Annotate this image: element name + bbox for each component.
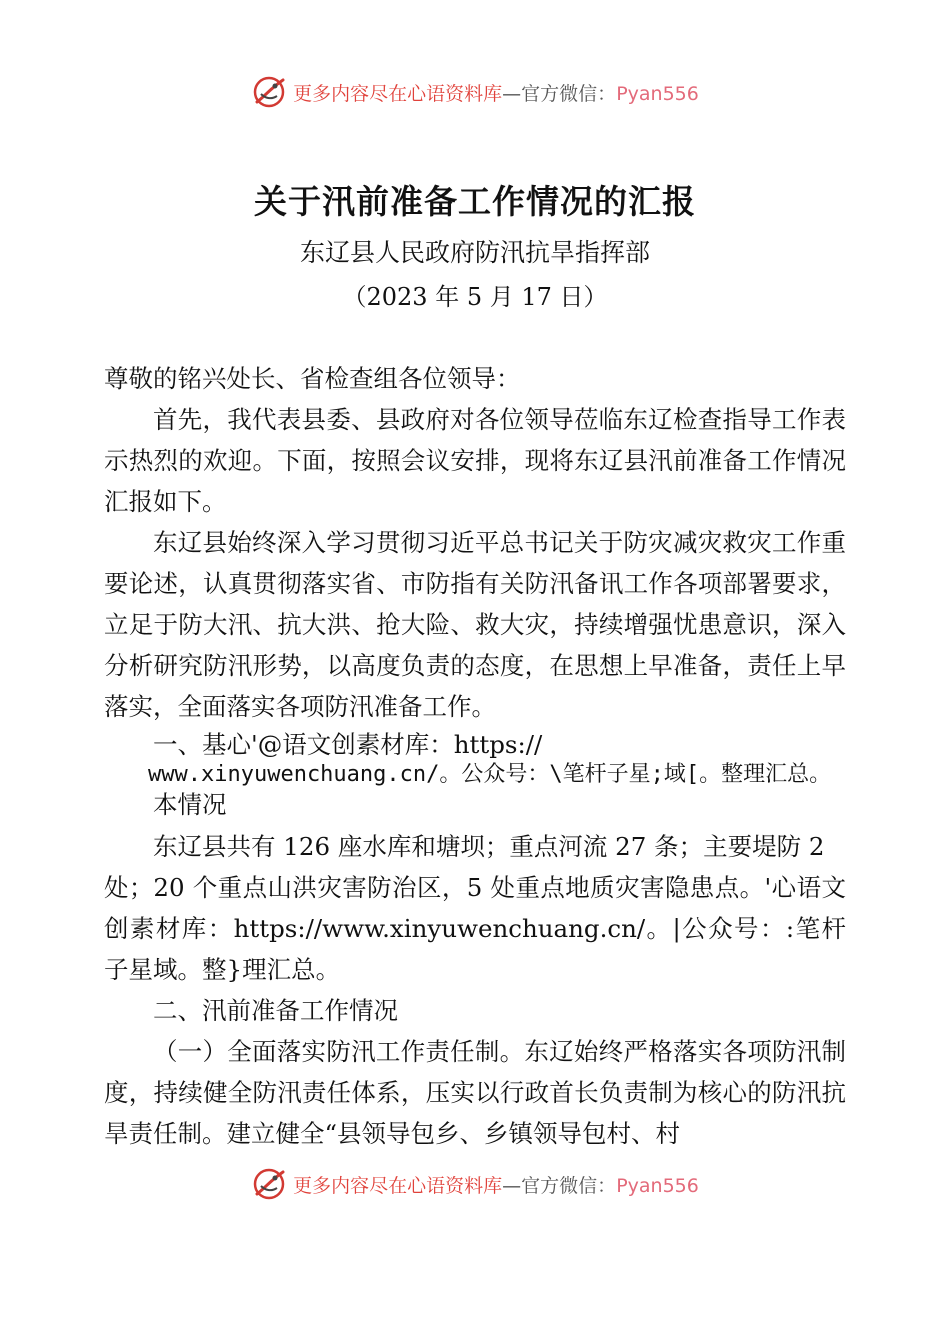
paragraph-responsibility: （一）全面落实防汛工作责任制。东辽始终严格落实各项防汛制度，持续健全防汛责任体系，压实以行政首长负责制为核心的防汛抗旱责任制。建立健全“县领导包乡、乡镇领导包村、村 [104,1037,846,1148]
section-heading-1-line1 [104,730,846,760]
document-issuer: 东辽县人民政府防汛抗旱指挥部 [299,238,650,267]
paragraph-intro: 首先，我代表县委、县政府对各位领导莅临东辽检查指导工作表示热烈的欢迎。下面，按照会议安排，现将东辽县汛前准备工作情况汇报如下。 [104,405,846,516]
document-body [104,358,846,1154]
section-heading-1-line2: www.xinyuwenchuang.cn/。公众号：\笔杆子星;域[。整理汇总。 [148,762,832,787]
section-heading-2: 二、汛前准备工作情况 [153,996,398,1025]
section-heading-1-line3: 本情况 [153,790,227,819]
paragraph-basic-rest: 处；20 个重点山洪灾害防治区，5 处重点地质灾害隐患点。'心语文创素材库：https://www.xinyuwenchuang.cn/。|公众号：:笔杆子星域。整}理汇总。 [104,873,846,984]
watermark-banner-top [0,72,950,112]
watermark-text: 更多内容尽在心语资料库—官方微信：Pyan556 [293,82,699,105]
brush-logo-icon [251,1166,287,1202]
paragraph-basic-line1: 东辽县共有 126 座水库和塘坝；重点河流 27 条；主要堤防 2 [153,832,825,861]
document-title: 关于汛前准备工作情况的汇报 [254,182,696,221]
paragraph-overview: 东辽县始终深入学习贯彻习近平总书记关于防灾减灾救灾工作重要论述，认真贯彻落实省、市防指有关防汛备讯工作各项部署要求，立足于防大汛、抗大洪、抢大险、救大灾，持续增强忧患意识，深入分析研究防汛形势，以高度负责的态度，在思想上早准备，责任上早落实，全面落实各项防汛准备工作。 [104,528,846,721]
document-date: （2023 年 5 月 17 日） [342,283,608,311]
salutation: 尊敬的铭兴处长、省检查组各位领导： [104,364,521,393]
section-heading-1 [104,730,846,820]
heading-1-text: 一、基心'@语文创素材库：https:// [153,730,543,759]
watermark-banner-bottom [0,1164,950,1204]
watermark-text: 更多内容尽在心语资料库—官方微信：Pyan556 [293,1174,699,1197]
brush-logo-icon [251,74,287,110]
